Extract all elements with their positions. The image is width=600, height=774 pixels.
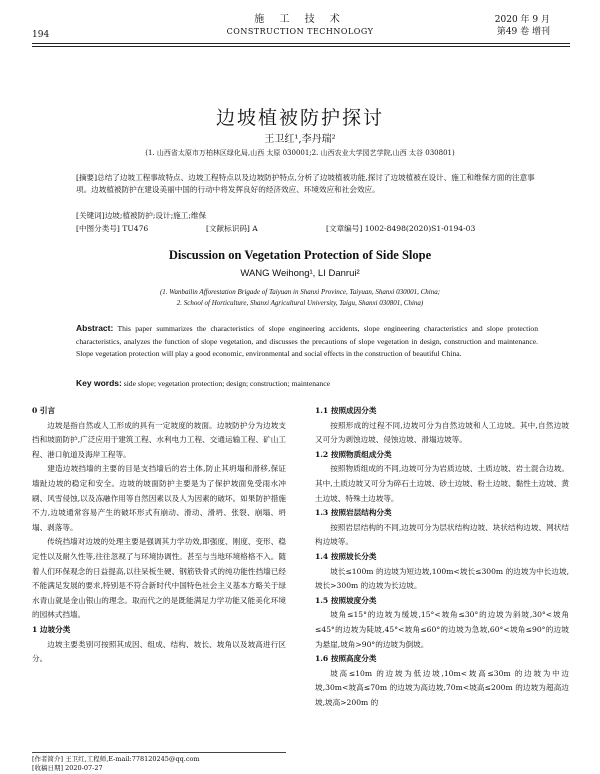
title-cn: 边坡植被防护探讨 [215,107,384,129]
authors-cn: 王卫红¹,李丹瑞² [264,134,336,145]
paragraph: 建造边坡挡墙的主要的目是支挡墙后的岩土体,防止其坍塌和滑移,保证墙趾边坡的稳定和安全。边坡的坡面防护主要是为了保护坡面免受雨水冲刷、风雪侵蚀,以及冻融作用等自然因素以及人为因素的破坏。如果防护措施不力,边坡通常容易产生的破坏形式有崩动、滑动、滑坍、张裂、崩塌、坍塌、剥落等。 [32,464,286,532]
affiliation-cn: (1. 山西省太原市万柏林区绿化局,山西 太原 030001;2. 山西农业大学园艺学院,山西 太谷 030801) [145,149,455,157]
subsection-heading: 1.3 按照岩层结构分类 [315,508,392,518]
authors-en: WANG Weihong¹, LI Danrui² [240,268,360,279]
journal-name-en: CONSTRUCTION TECHNOLOGY [226,27,374,36]
header-rule-bottom [32,46,570,47]
abstract-en-label: Abstract: [76,323,114,333]
keywords-en-label: Key words: [76,378,122,388]
paragraph: 坡长≤100m 的边坡为短边坡,100m<坡长≤300m 的边坡为中长边坡,坡长>300m 的边坡为长边坡。 [315,566,569,591]
paragraph: 按照形成的过程不同,边坡可分为自然边坡和人工边坡。其中,自然边坡又可分为剥蚀边坡、侵蚀边坡、滑塌边坡等。 [315,420,569,445]
classification-row [76,223,536,234]
page-number: 194 [32,30,50,40]
received-date: [收稿日期] 2020-07-27 [32,764,103,772]
section-heading: 0 引言 [32,406,56,415]
paragraph: 按照岩层结构的不同,边坡可分为层状结构边坡、块状结构边坡、网状结构边坡等。 [315,522,569,547]
affiliation-en [0,287,600,309]
section-heading: 1 边坡分类 [32,624,71,634]
subsection-heading: 1.6 按照高度分类 [315,654,377,664]
keywords-en [76,378,538,388]
journal-name-cn: 施 工 技 术 [254,14,346,25]
subsection-heading: 1.5 按照坡度分类 [315,595,377,605]
subsection-heading: 1.4 按照坡长分类 [315,551,377,561]
document-code: [文献标识码] A [206,224,258,233]
issue-volume: 第49 卷 增刊 [496,27,550,37]
header-rule-top [32,43,570,44]
subsection-heading: 1.2 按照物质组成分类 [315,449,392,459]
paragraph: 坡角≤15°的边坡为缓坡,15°<坡角≤30°的边坡为斜坡,30°<坡角≤45°的边坡为陡坡,45°<坡角≤60°的边坡为急坡,60°<坡角≤90°的边坡为悬崖,坡角>90°的边坡为倒坡。 [315,610,569,649]
issue-info [495,14,550,38]
clc-number: [中图分类号] TU476 [76,224,149,233]
keywords-cn: [关键词]边坡;植被防护;设计;施工;维保 [76,211,207,220]
body-column-right [315,404,569,710]
abstract-cn: [摘要]总结了边坡工程事故特点、边坡工程特点以及边坡防护特点,分析了边坡植被功能,探讨了边坡植被在设计、施工和维保方面的注意事项。边坡植被防护在建设美丽中国的行动中将发挥良好的经济效应、环境效应和社会效应。 [76,173,535,194]
title-en: Discussion on Vegetation Protection of Side Slope [168,248,432,262]
paragraph: 按照物质组成的不同,边坡可分为岩质边坡、土质边坡、岩土混合边坡。其中,土质边坡又可分为碎石土边坡、砂土边坡、粉土边坡、黏性土边坡、黄土边坡、特殊土边坡等。 [315,464,569,503]
author-bio: [作者简介] 王卫红,工程师,E-mail:778120245@qq.com [32,755,200,763]
issue-date: 2020 年 9 月 [494,15,550,25]
article-number: [文章编号] 1002-8498(2020)S1-0194-03 [326,224,476,233]
paragraph: 坡高≤10m 的边坡为低边坡,10m<坡高≤30m 的边坡为中边坡,30m<坡高≤70m 的边坡为高边坡,70m<坡高≤200m 的边坡为超高边坡,坡高>200m 的 [315,668,569,707]
paragraph: 边坡是指自然或人工形成的具有一定坡度的坡面。边坡防护分为边坡支挡和坡面防护,广泛应用于建筑工程、水利电力工程、交通运输工程、矿山工程、港口航道及海岸工程等。 [32,420,286,459]
abstract-en [76,322,538,361]
footnote [32,752,286,773]
paragraph: 边坡主要类别可按照其成因、组成、结构、坡长、坡角以及坡高进行区分。 [32,639,286,664]
abstract-en-text: This paper summarizes the characteristics of slope engineering accidents, slope engineering characteristics and slope protection characteristics, analyzes the function of slope vegetation, and discusses the precautions of slope vegetation in design, construction and maintenance. Slope vegetation protection will play a good economic, environmental and social effects in the construction of beautiful China. [76,324,538,358]
paragraph: 传统挡墙对边坡的处理主要是强调其力学功效,即强度、刚度、变形、稳定性以及耐久性等,往往忽视了与环境协调性。甚至与当地环境格格不入。随着人们环保观念的日益提高,以往呆板生硬、钢筋铁骨式的纯功能性挡墙已经不能满足发展的要求,特别是不符合新时代中国特色社会主义基本方略关于绿水青山就是金山银山的理念。取而代之的是既能满足力学功能又能美化环境的园林式挡墙。 [32,537,286,620]
affiliation-en-2: 2. School of Horticulture, Shanxi Agricultural University, Taigu, Shanxi 030801, China) [176,299,424,307]
keywords-en-text: side slope; vegetation protection; design; construction; maintenance [123,379,330,388]
subsection-heading: 1.1 按照成因分类 [315,406,377,415]
body-column-left [32,404,286,667]
affiliation-en-1: (1. Wanbailin Afforestation Brigade of Taiyuan in Shanxi Province, Taiyuan, Shanxi 030001, China; [159,288,441,296]
